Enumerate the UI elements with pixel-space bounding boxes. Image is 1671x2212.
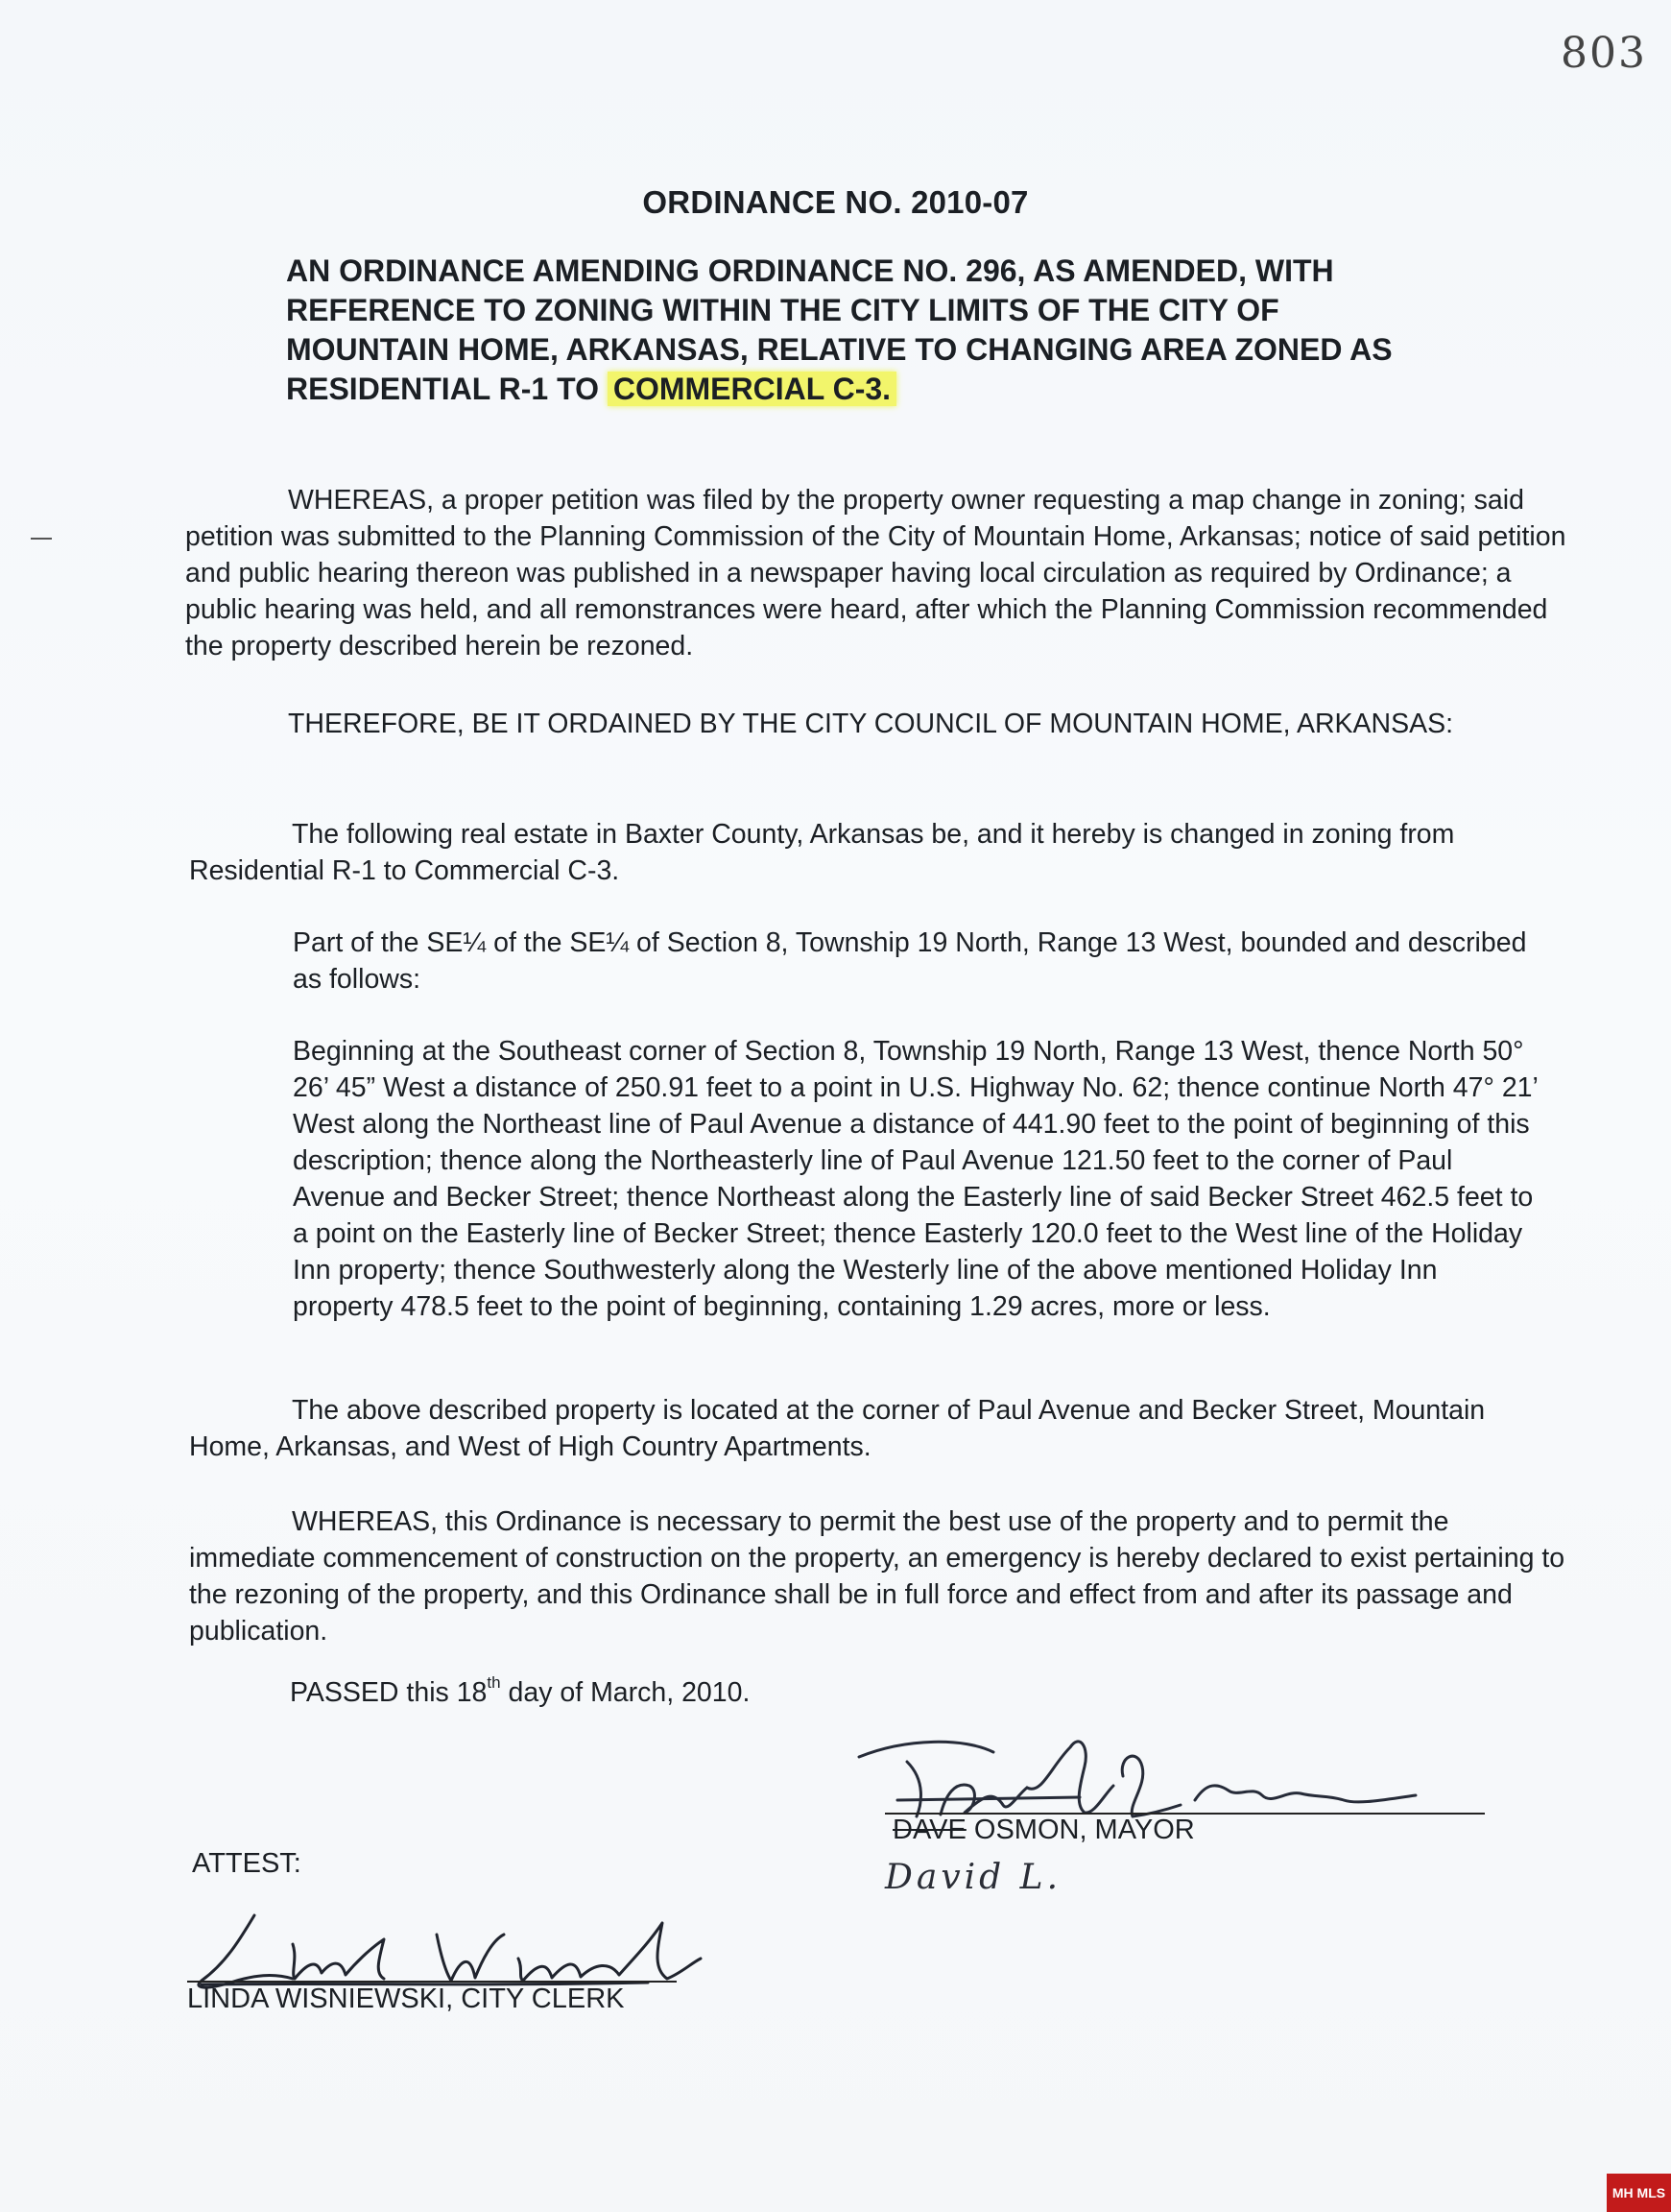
mayor-signature [849, 1728, 1483, 1824]
passed-date [290, 1674, 1250, 1711]
ordinance-title: ORDINANCE NO. 2010-07 [642, 184, 1029, 220]
clerk-signature-line [187, 1981, 677, 1983]
heading-highlight: COMMERCIAL C-3. [608, 372, 896, 406]
mayor-caption [893, 1815, 1195, 1846]
mayor-title: OSMON, MAYOR [966, 1815, 1195, 1845]
mayor-handwritten-note: David L. [885, 1858, 1062, 1897]
legal-description: Beginning at the Southeast corner of Section 8, Township 19 North, Range 13 West, thence North 50° 26’ 45” West a distance of 250.91 feet to a point in U.S. Highway No. 62; thence continue North 47° 21’ West along the Northeast line of Paul Avenue a distance of 441.90 feet to the point of beginning of this description; thence along the Northeasterly line of Paul Avenue 121.50 feet to the corner of Paul Avenue and Becker Street; thence Northeast along the Easterly line of said Becker Street 462.5 feet to a point on the Easterly line of Becker Street; thence Easterly 120.0 feet to the West line of the Holiday Inn property; thence Southwesterly along the Westerly line of the above mentioned Holiday Inn property 478.5 feet to the point of beginning, containing 1.29 acres, more or less. [293, 1036, 1538, 1322]
clerk-caption: LINDA WISNIEWSKI, CITY CLERK [187, 1984, 625, 2014]
location-paragraph: The above described property is located at the corner of Paul Avenue and Becker Street, Mountain Home, Arkansas, and West of High Country Apartments. [189, 1395, 1486, 1462]
struck-name: DAVE [893, 1815, 967, 1845]
heading-text: AN ORDINANCE AMENDING ORDINANCE NO. 296, AS AMENDED, WITH REFERENCE TO ZONING WITHIN THE CITY LIMITS OF THE CITY OF MOUNTAIN HOME, ARKANSAS, RELATIVE TO CHANGING AREA ZONED AS RESIDENTIAL R-1 TO [286, 253, 1393, 406]
passed-suffix: day of March, 2010. [500, 1677, 751, 1708]
clerk-signature [187, 1906, 725, 1992]
page-number: 803 [1561, 29, 1647, 78]
passed-ordinal: th [487, 1673, 501, 1692]
attest-label: ATTEST: [192, 1848, 301, 1879]
whereas-paragraph-1: WHEREAS, a proper petition was filed by the property owner requesting a map change in zoning; said petition was submitted to the Planning Commission of the City of Mountain Home, Arkansas; notice of said petition and public hearing thereon was published in a newspaper having local circulation as required by Ordinance; a public hearing was held, and all remonstrances were heard, after which the Planning Commission recommended the property described herein be rezoned. [185, 485, 1566, 661]
following-paragraph: The following real estate in Baxter County, Arkansas be, and it hereby is changed in zoning from Residential R-1 to Commercial C-3. [189, 819, 1455, 886]
whereas-paragraph-2: WHEREAS, this Ordinance is necessary to permit the best use of the property and to permit the immediate commencement of construction on the property, an emergency is hereby declared to exist pertaining to the rezoning of the property, and this Ordinance shall be in full force and effect from and after its passage and publication. [189, 1506, 1565, 1647]
margin-mark [31, 538, 52, 540]
therefore-paragraph: THEREFORE, BE IT ORDAINED BY THE CITY COUNCIL OF MOUNTAIN HOME, ARKANSAS: [288, 709, 1454, 739]
mls-badge: MH MLS [1607, 2174, 1671, 2212]
passed-prefix: PASSED this 18 [290, 1677, 488, 1708]
ordinance-heading [286, 252, 1419, 409]
part-description: Part of the SE¼ of the SE¼ of Section 8, Township 19 North, Range 13 West, bounded and described as follows: [293, 927, 1527, 995]
